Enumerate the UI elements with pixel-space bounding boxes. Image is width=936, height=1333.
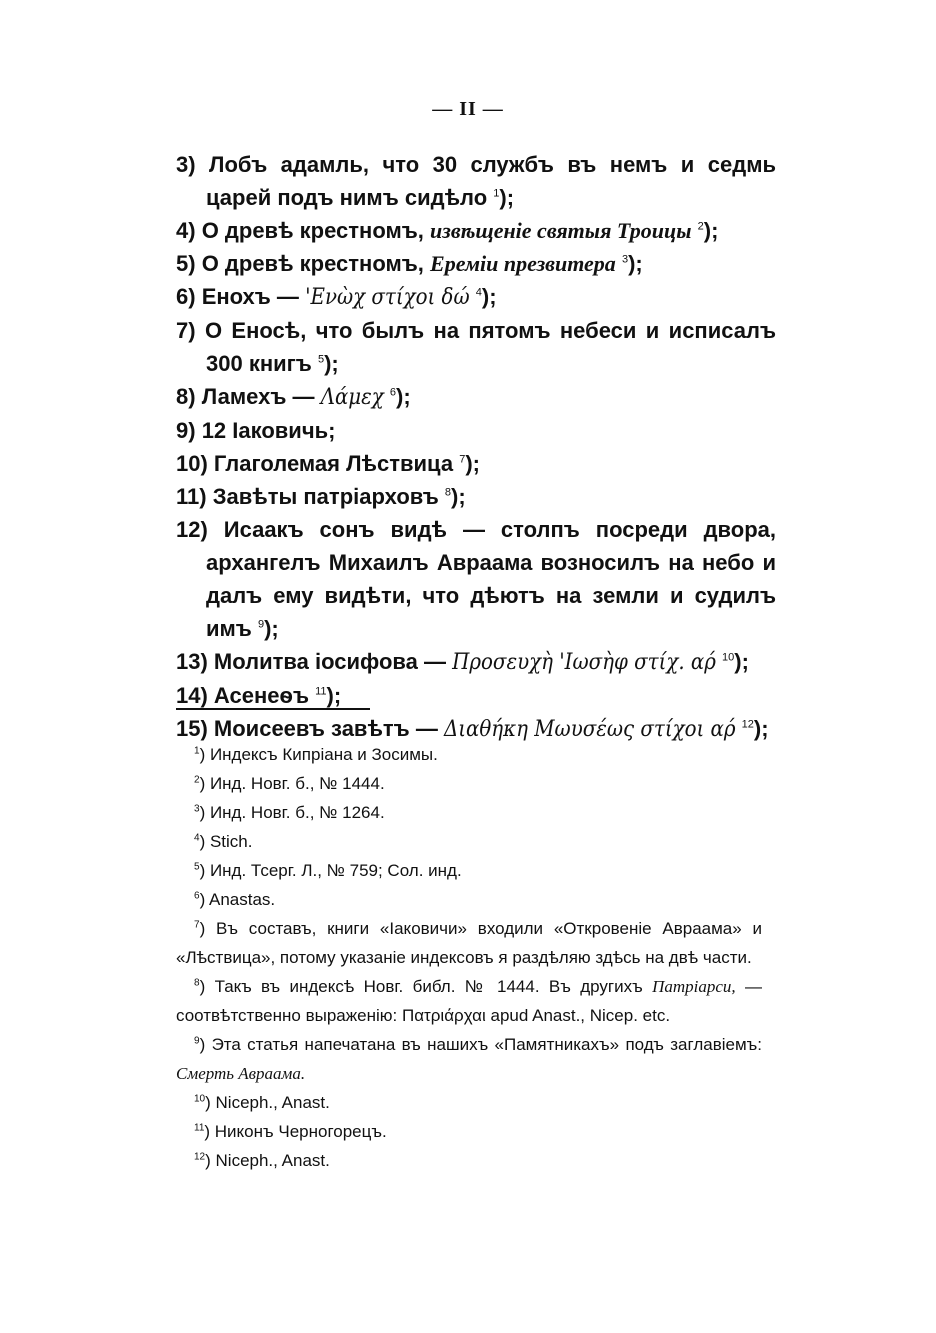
- item-text: Завѣты патріарховъ: [212, 484, 439, 509]
- item-tail: );: [326, 683, 342, 708]
- item-italic: извѣщеніе святыя Троицы: [430, 218, 692, 243]
- item-number: 3): [176, 152, 196, 177]
- footnote-marker: 5: [194, 861, 200, 873]
- footnote-text: ) Инд. Тсерг. Л., № 759; Сол. инд.: [199, 861, 462, 880]
- footnote-text: ) Инд. Новг. б., № 1444.: [199, 774, 385, 793]
- footnote-list: [176, 740, 762, 1175]
- item-number: 9): [176, 418, 196, 443]
- footnote-ref: 6: [389, 386, 397, 399]
- footnote-text: ) Stich.: [199, 832, 253, 851]
- list-item: [176, 247, 776, 280]
- list-item: [176, 480, 776, 513]
- footnote-ref: 10: [722, 651, 735, 664]
- item-greek: Διαθήκη Μωυσέως στίχοι αρ́: [443, 717, 736, 742]
- item-tail: );: [734, 649, 749, 674]
- list-item: [176, 214, 776, 247]
- item-text: Енохъ —: [201, 284, 299, 309]
- item-tail: );: [481, 284, 497, 309]
- footnote-ref: 5: [317, 353, 325, 366]
- footnote-marker: 9: [194, 1035, 200, 1047]
- footnote: [176, 769, 762, 798]
- footnote-marker: 10: [194, 1093, 206, 1105]
- footnote-text: ) Инд. Новг. б., № 1264.: [199, 803, 385, 822]
- item-number: 4): [176, 218, 196, 243]
- footnote-ref: 8: [444, 486, 452, 499]
- footnote-text: ) Niceph., Anast.: [205, 1093, 330, 1112]
- footnote-text: ) Такъ въ индексѣ Новг. библ. № 1444. Въ другихъ: [199, 977, 643, 996]
- footnote: [176, 740, 762, 769]
- item-tail: );: [465, 451, 480, 476]
- item-text: Глаголемая Лѣствица: [213, 451, 454, 476]
- item-tail: );: [628, 251, 643, 276]
- footnote-ref: 4: [475, 286, 482, 299]
- item-text: Молитва іосифова —: [213, 649, 446, 674]
- footnote-marker: 1: [194, 745, 200, 757]
- footnote: [176, 1088, 762, 1117]
- item-text: О древѣ крестномъ,: [201, 218, 424, 243]
- list-item: [176, 148, 776, 214]
- footnote: [176, 885, 762, 914]
- item-number: 8): [176, 384, 196, 409]
- item-tail: );: [703, 218, 719, 243]
- footnote: [176, 1030, 762, 1088]
- list-item: [176, 513, 776, 645]
- footnote-ref: 11: [315, 685, 327, 698]
- item-number: 6): [176, 284, 196, 309]
- footnote-italic: Смерть Авраама.: [176, 1064, 306, 1083]
- footnote: [176, 798, 762, 827]
- item-number: 7): [176, 318, 196, 343]
- item-text: 12 Іаковичь;: [201, 418, 336, 443]
- main-list: [176, 148, 776, 746]
- list-item: [176, 447, 776, 480]
- footnote: [176, 856, 762, 885]
- footnote-ref: 12: [741, 718, 754, 731]
- footnote: [176, 914, 762, 972]
- item-tail: );: [324, 351, 339, 376]
- footnote-text: ) Никонъ Черногорецъ.: [204, 1122, 387, 1141]
- footnote-ref: 3: [621, 253, 629, 266]
- item-tail: );: [264, 616, 279, 641]
- footnote-ref: 2: [697, 220, 704, 233]
- item-text: Ламехъ —: [201, 384, 315, 409]
- footnote-ref: 7: [459, 453, 466, 466]
- item-tail: );: [396, 384, 411, 409]
- item-text: Лобъ адамль, что 30 службъ въ немъ и седмь царей подъ нимъ сидѣло: [206, 152, 776, 210]
- footnote-ref: 9: [257, 618, 265, 631]
- item-tail: );: [499, 185, 515, 210]
- footnote: [176, 1117, 762, 1146]
- footnote-italic: Патріарси,: [652, 977, 736, 996]
- item-number: 13): [176, 649, 208, 674]
- item-italic: Ереміи презвитера: [430, 251, 616, 276]
- item-text: О древѣ крестномъ,: [201, 251, 424, 276]
- item-number: 5): [176, 251, 196, 276]
- footnote-marker: 12: [194, 1151, 206, 1163]
- item-greek: Λάμεχ: [320, 385, 384, 410]
- footnote-marker: 3: [194, 803, 200, 815]
- item-number: 11): [176, 484, 207, 509]
- item-text: Исаакъ сонъ видѣ — столпъ посреди двора, архангелъ Михаилъ Авраама возносилъ на небо и далъ ему видѣти, что дѣютъ на земли и судилъ имъ: [206, 517, 776, 641]
- footnote-marker: 8: [194, 977, 200, 989]
- item-tail: );: [451, 484, 466, 509]
- footnote: [176, 827, 762, 856]
- item-tail: );: [753, 716, 769, 741]
- footnote-text: ) Эта статья напечатана въ нашихъ «Памятникахъ» подъ заглавіемъ:: [199, 1035, 762, 1054]
- list-item: [176, 414, 776, 447]
- item-greek: 'Ενὼχ στίχοι δώ: [305, 285, 470, 310]
- item-greek: Προσευχὴ 'Ιωσὴφ στίχ. αρ́: [452, 650, 716, 675]
- footnote-text-continued: — соотвѣтственно выраженію: Πατριάρχαι apud Anast., Nicep. etc.: [176, 977, 762, 1025]
- item-text: Моисеевъ завѣтъ —: [213, 716, 438, 741]
- footnote-text: ) Въ составъ, книги «Іаковичи» входили «Откровеніе Авраама» и «Лѣствица», потому указаніе индексовъ я раздѣляю здѣсь на двѣ части.: [176, 919, 762, 967]
- footnote-ref: 1: [493, 187, 500, 200]
- item-number: 14): [176, 683, 208, 708]
- footnote-marker: 4: [194, 832, 200, 844]
- list-item: [176, 314, 776, 380]
- footnote-text: ) Индексъ Кипріана и Зосимы.: [199, 745, 438, 764]
- footnote-marker: 11: [194, 1122, 205, 1134]
- list-item: [176, 380, 776, 414]
- footnote-marker: 6: [194, 890, 200, 902]
- footnote-text: ) Anastas.: [199, 890, 276, 909]
- footnote-marker: 7: [194, 919, 200, 931]
- item-number: 15): [176, 716, 208, 741]
- item-number: 10): [176, 451, 208, 476]
- item-text: Асенеѳъ: [213, 683, 309, 708]
- item-text: О Еносѣ, что былъ на пятомъ небеси и исписалъ 300 книгъ: [204, 318, 776, 376]
- footnote: [176, 1146, 762, 1175]
- list-item: [176, 645, 776, 679]
- footnote: [176, 972, 762, 1030]
- list-item: [176, 280, 776, 314]
- footnote-marker: 2: [194, 774, 200, 786]
- page-number: — II —: [432, 98, 504, 120]
- item-number: 12): [176, 517, 208, 542]
- footnote-text: ) Niceph., Anast.: [205, 1151, 330, 1170]
- footnote-divider: [176, 708, 370, 710]
